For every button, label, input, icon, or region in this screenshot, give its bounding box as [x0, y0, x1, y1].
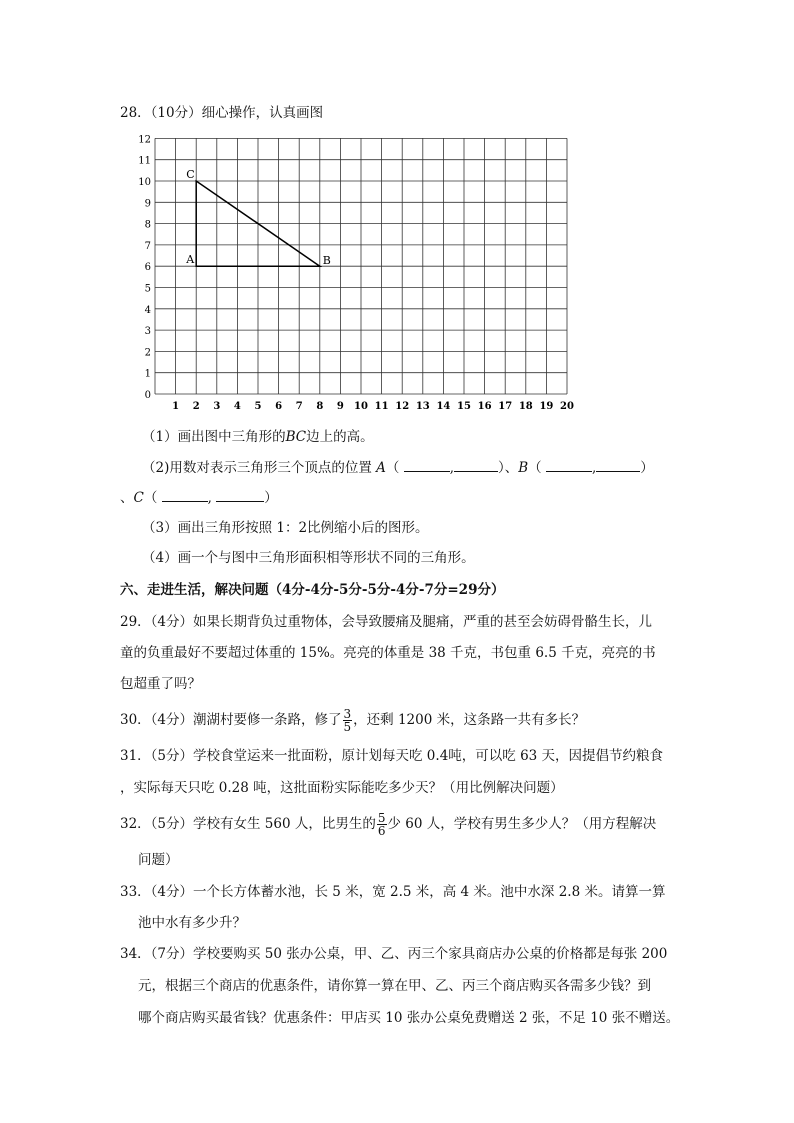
x-tick-label: 17: [498, 401, 513, 412]
q28-sub2-open-b: （: [528, 460, 542, 476]
q28-sub2-var-c: C: [133, 490, 144, 506]
x-tick-label: 12: [395, 401, 410, 412]
q30-frac-num: 3: [343, 707, 352, 721]
q28-sub1: [142, 427, 374, 447]
section-6-heading: 六、走进生活，解决问题（4分-4分-5分-5分-4分-7分=29分）: [120, 582, 505, 598]
answer-blank-c-x[interactable]: [162, 487, 208, 502]
y-tick-label: 6: [144, 262, 151, 274]
q30: [120, 708, 585, 733]
y-tick-label: 7: [144, 240, 151, 252]
q32-line1: [120, 812, 656, 837]
q28-sub2-close-b: ）: [640, 460, 654, 476]
x-tick-label: 4: [233, 401, 241, 412]
x-tick-label: 18: [518, 401, 533, 412]
point-c-label: C: [186, 168, 195, 181]
q31-line1: 31．（5分）学校食堂运来一批面粉，原计划每天吃 0.4吨，可以吃 63 天，因提倡节约粮食: [120, 748, 664, 764]
x-tick-label: 10: [354, 401, 368, 412]
q28-sub2-var-a: A: [376, 460, 386, 476]
q29-line3: 包超重了吗？: [120, 676, 201, 692]
y-tick-label: 12: [138, 134, 151, 146]
point-a-label: A: [186, 253, 195, 267]
x-tick-label: 2: [192, 401, 200, 412]
q28-sub1-var: BC: [285, 429, 307, 445]
q28-sub4: （4）画一个与图中三角形面积相等形状不同的三角形。: [142, 550, 475, 566]
q33-line1: 33．（4分）一个长方体蓄水池，长 5 米，宽 2.5 米，高 4 米。池中水深 2.8 米。请算一算: [120, 884, 666, 900]
q32-fraction: [377, 812, 387, 837]
x-tick-label: 19: [539, 401, 554, 412]
x-tick-label: 20: [560, 401, 574, 412]
y-axis-labels: [138, 134, 151, 401]
x-tick-label: 9: [336, 401, 344, 412]
point-b-label: B: [322, 254, 331, 268]
q30-text-before: 30．（4分）潮湖村要修一条路，修了: [120, 712, 342, 728]
x-tick-label: 1: [172, 401, 180, 412]
q28-sub2-close-c: ）: [264, 490, 278, 506]
q32-text-before: 32．（5分）学校有女生 560 人，比男生的: [120, 816, 376, 832]
answer-blank-b-x[interactable]: [546, 457, 592, 472]
q28-sub2-comma-b: ,: [591, 460, 597, 476]
q28-sub2-open-c: （: [143, 490, 158, 506]
x-tick-label: 15: [457, 401, 471, 412]
q31-line2: ，实际每天只吃 0.28 吨，这批面粉实际能吃多少天？（用比例解决问题）: [120, 780, 564, 796]
x-tick-label: 13: [415, 401, 430, 412]
x-tick-label: 8: [316, 401, 324, 412]
y-tick-label: 10: [138, 177, 151, 188]
x-tick-label: 11: [374, 401, 389, 412]
q28-sub2-comma-c: ,: [207, 490, 212, 506]
q34-line1: 34．（7分）学校要购买 50 张办公桌，甲、乙、丙三个家具商店办公桌的价格都是每张 200: [120, 946, 668, 962]
q30-text-after: ，还剩 1200 米，这条路一共有多长？: [353, 712, 586, 728]
y-tick-label: 5: [144, 283, 151, 295]
q32-line2: 问题）: [138, 852, 179, 868]
x-axis-labels: [172, 401, 574, 412]
answer-blank-b-y[interactable]: [596, 457, 640, 472]
y-tick-label: 8: [144, 219, 151, 231]
q28-sub2-line1: [142, 457, 654, 478]
x-tick-label: 16: [477, 401, 492, 412]
q34-line3: 哪个商店购买最省钱？优惠条件：甲店买 10 张办公桌免费赠送 2 张，不足 10 张不赠送。: [138, 1010, 680, 1026]
q32-frac-num: 5: [377, 811, 386, 825]
q28-sub2-line2: [120, 487, 278, 508]
x-tick-label: 3: [213, 401, 221, 412]
q33-line2: 池中水有多少升？: [138, 915, 246, 931]
y-tick-label: 0: [144, 390, 151, 401]
q29-line1: 29．（4分）如果长期背负过重物体，会导致腰痛及腿痛，严重的甚至会妨碍骨骼生长，儿: [120, 614, 653, 630]
y-tick-label: 11: [138, 155, 151, 167]
x-tick-label: 6: [275, 401, 283, 412]
y-tick-label: 2: [144, 347, 151, 359]
q28-sub2-open-a: （: [385, 460, 400, 476]
q28-title: 28．（10分）细心操作，认真画图: [120, 105, 324, 121]
q32-frac-den: 6: [377, 824, 386, 838]
x-tick-label: 14: [436, 401, 451, 412]
q28-sub1-text-b: 边上的高。: [306, 429, 374, 445]
x-tick-label: 5: [254, 401, 262, 412]
q30-fraction: [343, 708, 353, 733]
y-tick-label: 4: [144, 304, 151, 316]
q28-sub2-var-b: B: [518, 460, 529, 476]
q30-frac-den: 5: [343, 720, 352, 734]
q28-sub2-text: （2)用数对表示三角形三个顶点的位置: [142, 460, 372, 476]
q34-line2: 元，根据三个商店的优惠条件，请你算一算在甲、乙、丙三个商店购买各需多少钱？到: [138, 978, 651, 994]
q32-text-after: 少 60 人，学校有男生多少人？（用方程解决: [387, 816, 657, 832]
y-tick-label: 9: [144, 198, 151, 210]
q29-line2: 童的负重最好不要超过体重的 15%。亮亮的体重是 38 千克，书包重 6.5 千克，亮亮的书: [120, 645, 656, 661]
q28-sub2-close-a: ）、: [498, 460, 519, 476]
y-tick-label: 1: [144, 368, 151, 380]
answer-blank-c-y[interactable]: [216, 487, 264, 502]
coordinate-grid: [138, 128, 578, 413]
q28-sub1-text-a: （1）画出图中三角形的: [142, 429, 286, 445]
q28-sub2-prefix: 、: [120, 490, 134, 506]
q28-sub3: （3）画出三角形按照 1：2比例缩小后的图形。: [142, 520, 429, 536]
q28-sub2-comma-a: ,: [449, 460, 454, 476]
y-tick-label: 3: [144, 326, 151, 338]
answer-blank-a-y[interactable]: [454, 457, 498, 472]
x-tick-label: 7: [295, 401, 303, 412]
answer-blank-a-x[interactable]: [404, 457, 450, 472]
